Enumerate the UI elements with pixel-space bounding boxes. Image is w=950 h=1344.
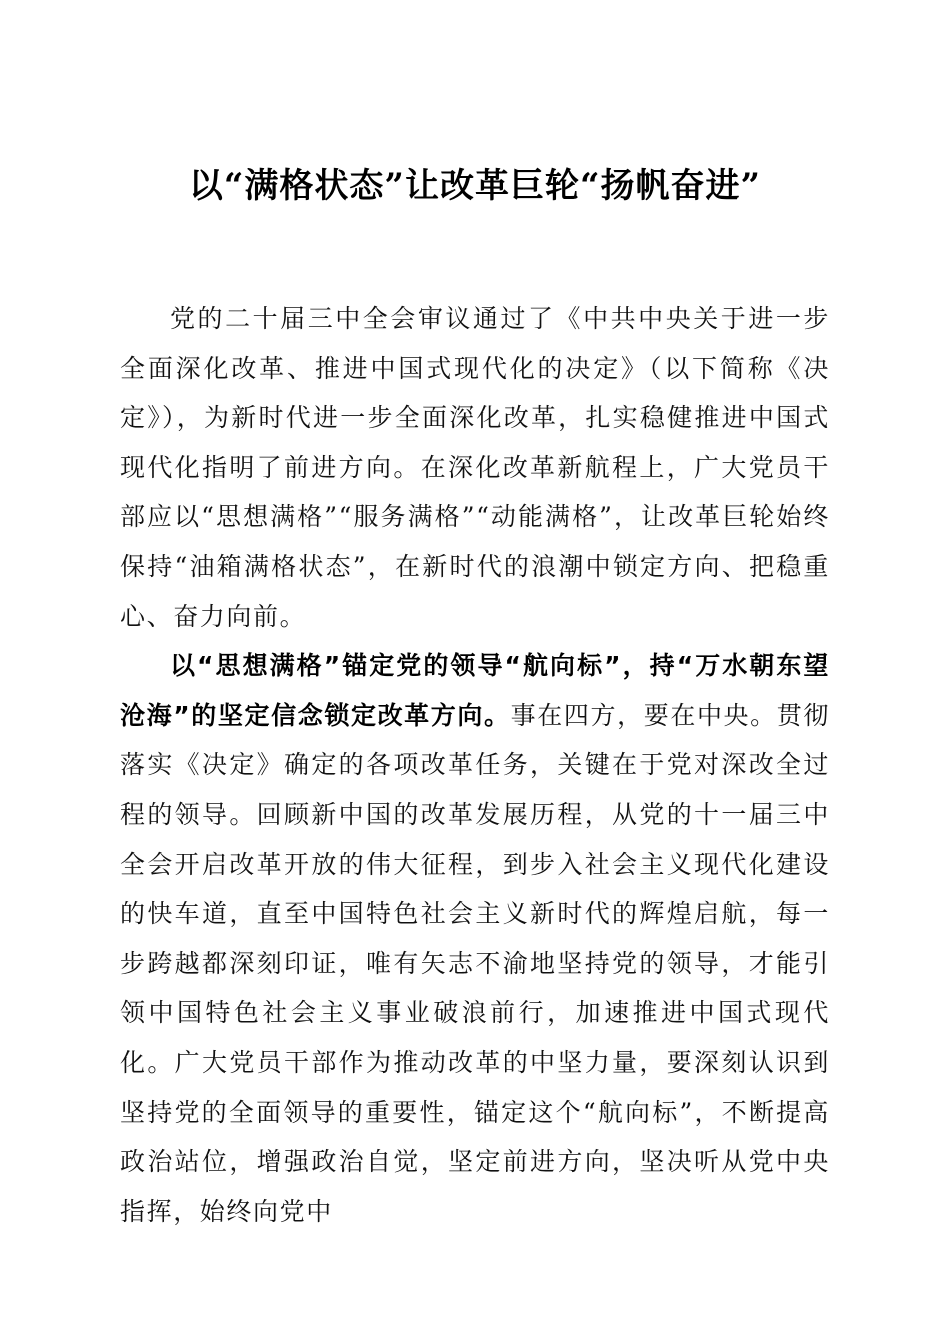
paragraph-text: 事在四方，要在中央。贯彻落实《决定》确定的各项改革任务，关键在于党对深改全过程的领导。回顾新中国的改革发展历程，从党的十一届三中全会开启改革开放的伟大征程，到步入社会主义现代化建设的快车道，直至中国特色社会主义新时代的辉煌启航，每一步跨越都深刻印证，唯有矢志不渝地坚持党的领导，才能引领中国特色社会主义事业破浪前行，加速推进中国式现代化。广大党员干部作为推动改革的中坚力量，要深刻认识到坚持党的全面领导的重要性，锚定这个“航向标”，不断提高政治站位，增强政治自觉，坚定前进方向，坚决听从党中央指挥，始终向党中 [120, 700, 830, 1226]
document-body [120, 294, 830, 1236]
paragraph-lead-heading: 以“思想满格”锚定党的领导“航向标”，持“万水朝东望沧海”的坚定信念锁定改革方向。 [120, 651, 830, 730]
paragraph-intro [120, 294, 830, 641]
document-title: 以“满格状态”让改革巨轮“扬帆奋进” [188, 166, 762, 206]
paragraph-thought-full [120, 641, 830, 1236]
paragraph-text: 党的二十届三中全会审议通过了《中共中央关于进一步全面深化改革、推进中国式现代化的决定》（以下简称《决定》），为新时代进一步全面深化改革，扎实稳健推进中国式现代化指明了前进方向。在深化改革新航程上，广大党员干部应以“思想满格”“服务满格”“动能满格”，让改革巨轮始终保持“油箱满格状态”，在新时代的浪潮中锁定方向、把稳重心、奋力向前。 [120, 304, 830, 631]
